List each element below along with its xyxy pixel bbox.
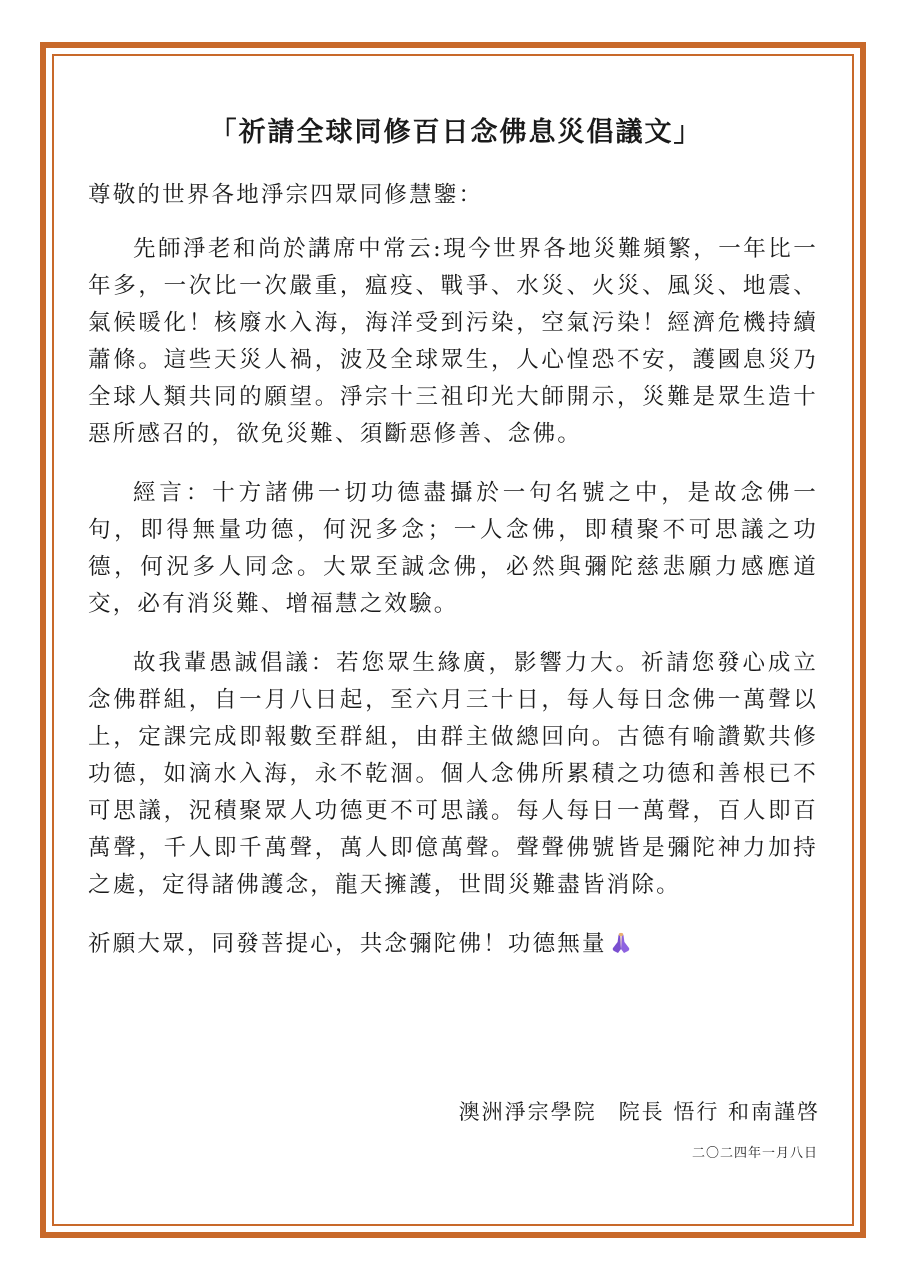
paragraph-2: 經言：十方諸佛一切功德盡攝於一句名號之中，是故念佛一句，即得無量功德，何況多念；一人念佛，即積聚不可思議之功德，何況多人同念。大眾至誠念佛，必然與彌陀慈悲願力感應道交，必有消災難、增福慧之效驗。 (88, 480, 818, 617)
signature-institution: 澳洲淨宗學院 (458, 1100, 597, 1124)
paragraph-1: 先師淨老和尚於講席中常云:現今世界各地災難頻繁，一年比一年多，一次比一次嚴重，瘟疫、戰爭、水災、火災、風災、地震、氣候暖化！核廢水入海，海洋受到污染，空氣污染！經濟危機持續蕭條。這些天災人禍，波及全球眾生，人心惶恐不安，護國息災乃全球人類共同的願望。淨宗十三祖印光大師開示，災難是眾生造十惡所感召的，欲免災難、須斷惡修善、念佛。 (88, 236, 818, 447)
closing-line (88, 926, 818, 963)
salutation: 尊敬的世界各地淨宗四眾同修慧鑒： (88, 182, 484, 208)
signature (459, 1096, 820, 1126)
document-title: 「祈請全球同修百日念佛息災倡議文」 (209, 117, 703, 148)
letter-body (88, 110, 818, 963)
signature-title: 院長 悟行 和南謹啓 (618, 1100, 820, 1124)
letter-date: 二〇二四年一月八日 (691, 1146, 818, 1161)
paragraph-3: 故我輩愚誠倡議：若您眾生緣廣，影響力大。祈請您發心成立念佛群組，自一月八日起，至六月三十日，每人每日念佛一萬聲以上，定課完成即報數至群組，由群主做總回向。古德有喻讚歎共修功德，如滴水入海，永不乾涸。個人念佛所累積之功德和善根已不可思議，況積聚眾人功德更不可思議。每人每日一萬聲，百人即百萬聲，千人即千萬聲，萬人即億萬聲。聲聲佛號皆是彌陀神力加持之處，定得諸佛護念，龍天擁護，世間災難盡皆消除。 (88, 650, 818, 898)
closing-text: 祈願大眾，同發菩提心，共念彌陀佛！功德無量 (88, 931, 607, 957)
praying-hands-icon (609, 930, 633, 954)
